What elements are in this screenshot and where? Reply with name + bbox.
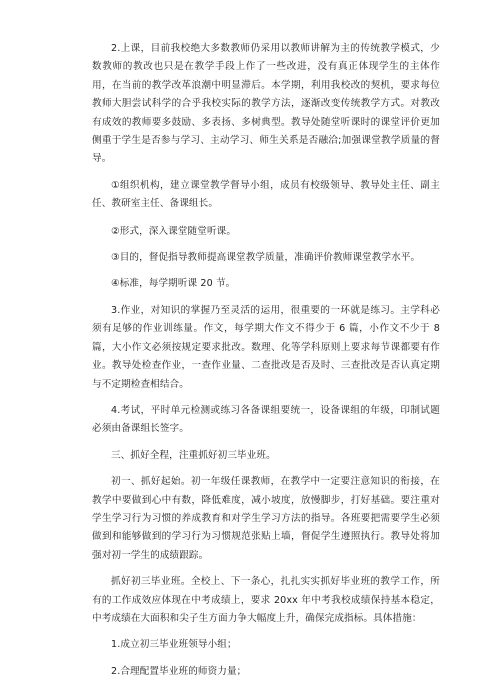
list-item-leadership-group: 1.成立初三毕业班领导小组； [111,639,237,651]
paragraph-lesson-teaching: 2.上课，目前我校绝大多数教师仍采用以教师讲解为主的传统教学模式，少数教师的教改也只是在教学手段上作了一些改进，没有真正体现学生的主体作用，在当前的教学改革浪潮中明显滞后。本学期，利用我校改的契机，要求每位教师大胆尝试科学的合乎我校实际的教学方法，逐渐改变传统教学方式。对教改有成效的教师要多鼓励、多表扬、多树典型。教导处随堂听课时的课堂评价更加侧重于学生是否参与学习、主动学习、师生关系是否融洽;加强课堂教学质量的督导。 [92,43,440,165]
paragraph-exams: 4.考试，平时单元检测或练习各备课组要统一，设备课组的年级，印制试题必须由备课组长签字。 [92,404,440,435]
paragraph-homework: 3.作业，对知识的掌握乃至灵活的运用，很重要的一环就是练习。主学科必须有足够的作业训练量。作文，每学期大作文不得少于 6 篇，小作文不少于 8 篇，大小作文必须按规定要求批改。数理、化等学科原则上要求每节课都要有作业。教导处检查作业，一查作业量、二查批改是否及时、三查批改是否认真定期与不定期检查相结合。 [92,304,440,390]
paragraph-supervision-organization: ①组织机构，建立课堂教学督导小组，成员有校级领导、教导处主任、副主任、教研室主任、备课组长。 [92,179,440,210]
section-heading-whole-process: 三、抓好全程，注重抓好初三毕业班。 [111,449,276,461]
paragraph-grade-three: 抓好初三毕业班。全校上、下一条心，扎扎实实抓好毕业班的教学工作，所有的工作成效应体现在中考成绩上，要求 20xx 年中考我校成绩保持基本稳定，中考成绩在大面积和尖子生方面力争大幅度上升，确保完成指标。具体措施： [92,576,440,624]
paragraph-grade-one: 初一、抓好起始。初一年级任课教师，在教学中一定要注意知识的衔接，在教学中要做到心中有数，降低难度，减小坡度，放慢脚步，打好基础。要注重对学生学习行为习惯的养成教育和对学生学习方法的指导。各班要把需要学生必须做到和能够做到的学习行为习惯规范张贴上墙，督促学生遵照执行。教导处将加强对初一学生的成绩跟踪。 [92,476,440,561]
paragraph-supervision-form: ②形式，深入课堂随堂听课。 [111,225,237,237]
document-body [92,40,440,689]
list-item-teacher-allocation: 2.合理配置毕业班的师资力量； [111,665,247,677]
paragraph-supervision-purpose: ③目的，督促指导教师提高课堂教学质量，准确评价教师课堂教学水平。 [111,252,421,264]
paragraph-supervision-standard: ④标准，每学期听课 20 节。 [111,278,236,290]
